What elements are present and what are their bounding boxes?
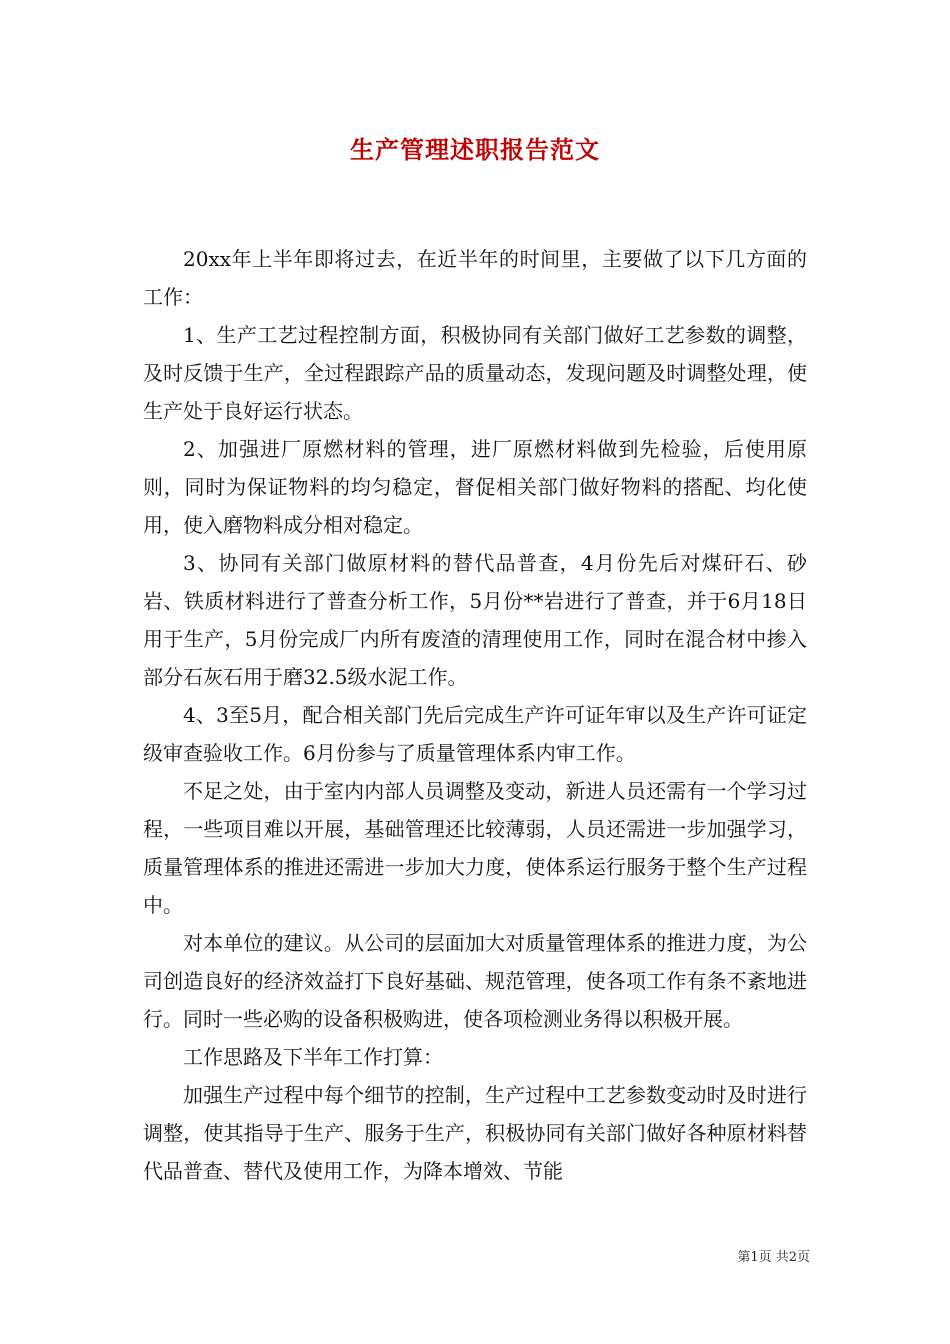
paragraph-item-3: 3、协同有关部门做原材料的替代品普查，4月份先后对煤矸石、砂岩、铁质材料进行了普查分析工作，5月份**岩进行了普查，并于6月18日用于生产，5月份完成厂内所有废渣的清理使用工作，同时在混合材中掺入部分石灰石用于磨32.5级水泥工作。 [143,551,807,689]
paragraph-shortcomings: 不足之处，由于室内内部人员调整及变动，新进人员还需有一个学习过程，一些项目难以开展，基础管理还比较薄弱，人员还需进一步加强学习，质量管理体系的推进还需进一步加大力度，使体系运行服务于整个生产过程中。 [143,779,807,917]
paragraph-item-4: 4、3至5月，配合相关部门先后完成生产许可证年审以及生产许可证定级审查验收工作。6月份参与了质量管理体系内审工作。 [143,703,807,765]
paragraph-intro: 20xx年上半年即将过去，在近半年的时间里，主要做了以下几方面的工作： [143,247,807,309]
page-number: 第1页 共2页 [737,1250,810,1265]
paragraph-plan: 加强生产过程中每个细节的控制，生产过程中工艺参数变动时及时进行调整，使其指导于生产、服务于生产，积极协同有关部门做好各种原材料替代品普查、替代及使用工作，为降本增效、节能 [143,1083,807,1183]
document-body [143,240,807,1190]
paragraph-suggestions: 对本单位的建议。从公司的层面加大对质量管理体系的推进力度，为公司创造良好的经济效益打下良好基础、规范管理，使各项工作有条不紊地进行。同时一些必购的设备积极购进，使各项检测业务得以积极开展。 [143,931,807,1031]
document-title: 生产管理述职报告范文 [350,135,600,164]
paragraph-item-1: 1、生产工艺过程控制方面，积极协同有关部门做好工艺参数的调整，及时反馈于生产，全过程跟踪产品的质量动态，发现问题及时调整处理，使生产处于良好运行状态。 [143,323,807,423]
paragraph-item-2: 2、加强进厂原燃材料的管理，进厂原燃材料做到先检验，后使用原则，同时为保证物料的均匀稳定，督促相关部门做好物料的搭配、均化使用，使入磨物料成分相对稳定。 [143,437,807,537]
paragraph-plan-heading: 工作思路及下半年工作打算： [183,1045,443,1069]
